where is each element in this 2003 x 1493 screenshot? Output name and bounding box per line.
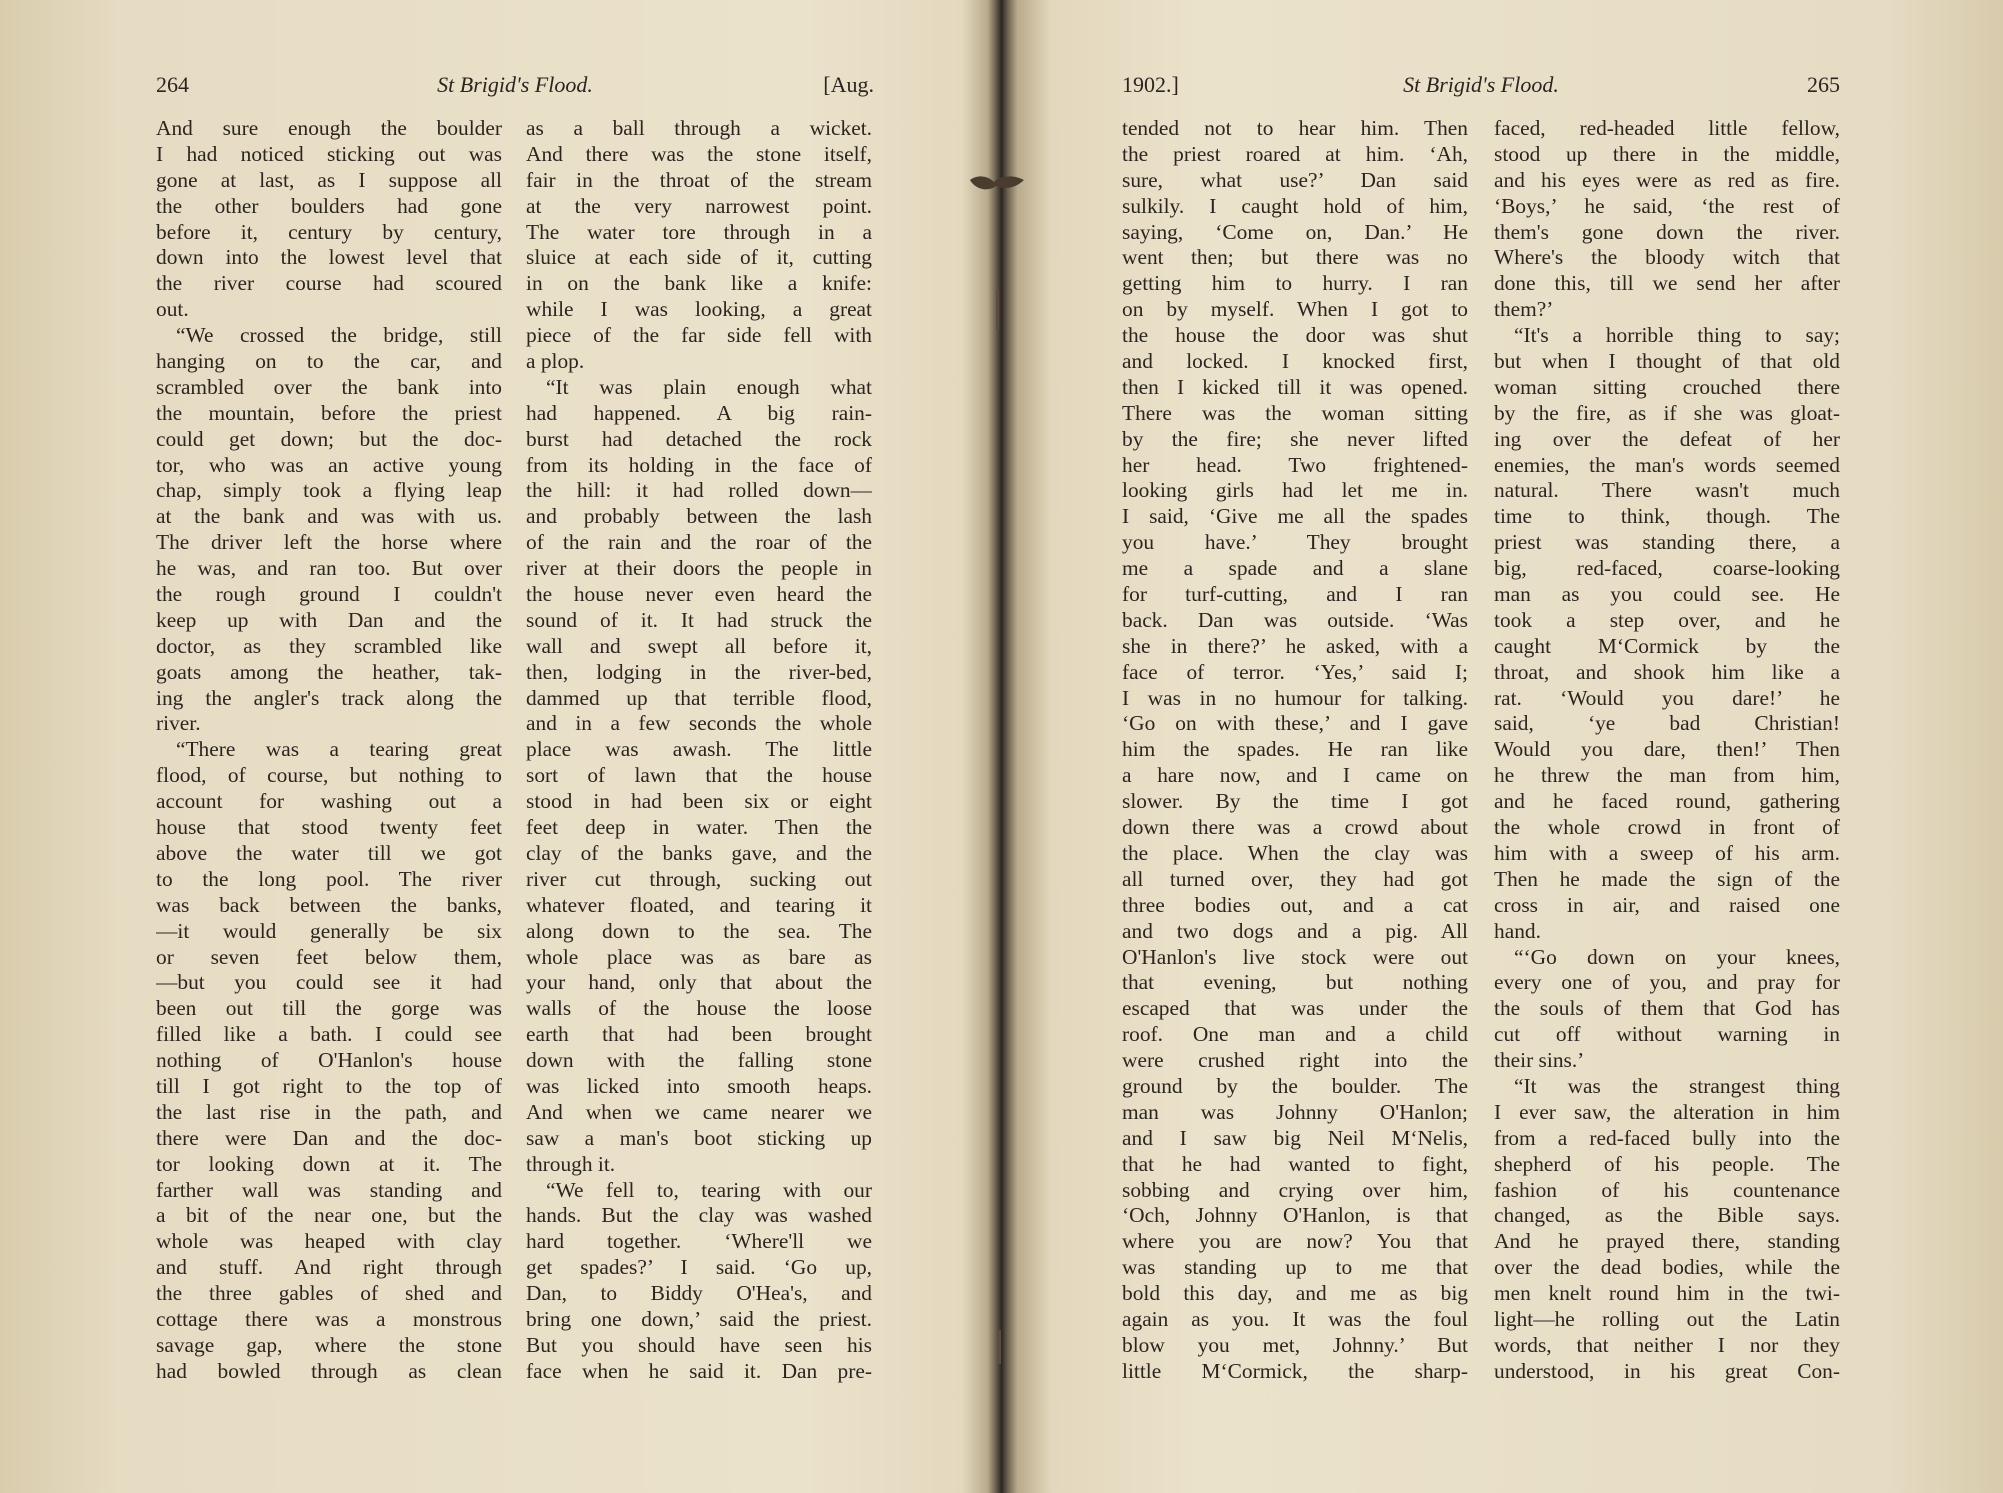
text-line: or seven feet below them, <box>156 944 502 969</box>
text-line: get spades?’ I said. ‘Go up, <box>526 1255 872 1280</box>
text-line: The driver left the horse where <box>156 530 502 555</box>
text-line: earth that had been brought <box>526 1022 872 1047</box>
text-line: fair in the throat of the stream <box>526 167 872 192</box>
text-line: bold this day, and me as big <box>1122 1281 1468 1306</box>
text-line: where you are now? You that <box>1122 1229 1468 1254</box>
text-line: whatever floated, and tearing it <box>526 892 872 917</box>
text-line: words, that neither I nor they <box>1494 1332 1840 1357</box>
text-line: he threw the man from him, <box>1494 763 1840 788</box>
text-line: been out till the gorge was <box>156 996 502 1021</box>
text-line: the rough ground I couldn't <box>156 582 502 607</box>
text-line: from its holding in the face of <box>526 452 872 477</box>
text-line: then, lodging in the river-bed, <box>526 659 872 684</box>
text-line: ‘Go on with these,’ and I gave <box>1122 711 1468 736</box>
text-line: the other boulders had gone <box>156 193 502 218</box>
text-line: from a red-faced bully into the <box>1494 1125 1840 1150</box>
text-line: along down to the sea. The <box>526 918 872 943</box>
text-line: I was in no humour for talking. <box>1122 685 1468 710</box>
text-line: sound of it. It had struck the <box>526 607 872 632</box>
text-line: getting him to hurry. I ran <box>1122 271 1468 296</box>
text-line: chap, simply took a flying leap <box>156 478 502 503</box>
text-line: the house never even heard the <box>526 582 872 607</box>
text-line: had bowled through as clean <box>156 1358 502 1383</box>
right-running-head <box>1122 72 1840 112</box>
text-line: stood up there in the middle, <box>1494 141 1840 166</box>
text-line: went then; but there was no <box>1122 245 1468 270</box>
text-line: him the spades. He ran like <box>1122 737 1468 762</box>
text-line: sobbing and crying over him, <box>1122 1177 1468 1202</box>
text-line: caught M‘Cormick by the <box>1494 633 1840 658</box>
text-line: O'Hanlon's live stock were out <box>1122 944 1468 969</box>
page-number: 264 <box>156 72 189 97</box>
text-line: Would you dare, then!’ Then <box>1494 737 1840 762</box>
text-line: throat, and shook him like a <box>1494 659 1840 684</box>
text-line: saw a man's boot sticking up <box>526 1125 872 1150</box>
text-line: were crushed right into the <box>1122 1048 1468 1073</box>
text-line: sluice at each side of it, cutting <box>526 245 872 270</box>
text-line: “‘Go down on your knees, <box>1514 944 1840 969</box>
text-line: them's gone down the river. <box>1494 219 1840 244</box>
text-line: and two dogs and a pig. All <box>1122 918 1468 943</box>
text-line: man as you could see. He <box>1494 582 1840 607</box>
text-line: account for washing out a <box>156 789 502 814</box>
text-line: filled like a bath. I could see <box>156 1022 502 1047</box>
text-line: saying, ‘Come on, Dan.’ He <box>1122 219 1468 244</box>
text-line: face of terror. ‘Yes,’ said I; <box>1122 659 1468 684</box>
text-line: cottage there was a monstrous <box>156 1306 502 1331</box>
text-line: there were Dan and the doc- <box>156 1125 502 1150</box>
text-line: walls of the house the loose <box>526 996 872 1021</box>
text-column <box>1122 116 1468 1385</box>
text-line: hand. <box>1494 918 1541 943</box>
text-line: ing over the defeat of her <box>1494 426 1840 451</box>
text-line: over the dead bodies, while the <box>1494 1255 1840 1280</box>
text-line: you have.’ They brought <box>1122 530 1468 555</box>
text-line: And when we came nearer we <box>526 1099 872 1124</box>
text-line: ing the angler's track along the <box>156 685 502 710</box>
text-line: took a step over, and he <box>1494 607 1840 632</box>
text-line: roof. One man and a child <box>1122 1022 1468 1047</box>
text-line: There was the woman sitting <box>1122 400 1468 425</box>
text-line: them?’ <box>1494 297 1554 322</box>
text-line: and in a few seconds the whole <box>526 711 872 736</box>
page-number: 265 <box>1807 72 1840 97</box>
text-line: I ever saw, the alteration in him <box>1494 1099 1840 1124</box>
text-line: doctor, as they scrambled like <box>156 633 502 658</box>
text-line: the priest roared at him. ‘Ah, <box>1122 141 1468 166</box>
text-line: farther wall was standing and <box>156 1177 502 1202</box>
text-line: sure, what use?’ Dan said <box>1122 167 1468 192</box>
text-line: faced, red-headed little fellow, <box>1494 116 1840 140</box>
text-line: cut off without warning in <box>1494 1022 1840 1047</box>
text-line: place was awash. The little <box>526 737 872 762</box>
text-line: her head. Two frightened- <box>1122 452 1468 477</box>
text-line: had happened. A big rain- <box>526 400 872 425</box>
text-line: before it, century by century, <box>156 219 502 244</box>
text-line: and stuff. And right through <box>156 1255 502 1280</box>
text-line: for turf-cutting, and I ran <box>1122 582 1468 607</box>
text-column <box>156 116 502 1385</box>
binding-stitch <box>998 1330 1001 1364</box>
text-line: the hill: it had rolled down— <box>526 478 872 503</box>
text-line: by the fire; she never lifted <box>1122 426 1468 451</box>
text-line: feet deep in water. Then the <box>526 815 872 840</box>
text-line: ‘Boys,’ he said, ‘the rest of <box>1494 193 1840 218</box>
text-line: on by myself. When I got to <box>1122 297 1468 322</box>
text-line: big, red-faced, coarse-looking <box>1494 556 1840 581</box>
text-line: whole was heaped with clay <box>156 1229 502 1254</box>
text-line: and he faced round, gathering <box>1494 789 1840 814</box>
text-line: enemies, the man's words seemed <box>1494 452 1840 477</box>
text-line: again as you. It was the foul <box>1122 1306 1468 1331</box>
text-line: the whole crowd in front of <box>1494 815 1840 840</box>
text-line: I had noticed sticking out was <box>156 141 502 166</box>
text-line: tor looking down at it. The <box>156 1151 502 1176</box>
text-line: that he had wanted to fight, <box>1122 1151 1468 1176</box>
text-line: she in there?’ he asked, with a <box>1122 633 1468 658</box>
text-line: as a ball through a wicket. <box>526 116 872 140</box>
text-line: at the bank and was with us. <box>156 504 502 529</box>
text-line: river at their doors the people in <box>526 556 872 581</box>
text-line: a plop. <box>526 349 585 374</box>
text-line: “We fell to, tearing with our <box>546 1177 872 1202</box>
text-line: the mountain, before the priest <box>156 400 502 425</box>
text-line: “There was a tearing great <box>176 737 502 762</box>
text-line: man was Johnny O'Hanlon; <box>1122 1099 1468 1124</box>
text-line: sort of lawn that the house <box>526 763 872 788</box>
text-line: hard together. ‘Where'll we <box>526 1229 872 1254</box>
text-line: Dan, to Biddy O'Hea's, and <box>526 1281 872 1306</box>
text-line: all turned over, they had got <box>1122 866 1468 891</box>
text-line: “We crossed the bridge, still <box>176 323 502 348</box>
text-line: ground by the boulder. The <box>1122 1073 1468 1098</box>
text-line: cross in air, and raised one <box>1494 892 1840 917</box>
text-line: every one of you, and pray for <box>1494 970 1840 995</box>
text-line: me a spade and a slane <box>1122 556 1468 581</box>
text-line: natural. There wasn't much <box>1494 478 1840 503</box>
text-line: your hand, only that about the <box>526 970 872 995</box>
text-line: ‘Och, Johnny O'Hanlon, is that <box>1122 1203 1468 1228</box>
text-line: while I was looking, a great <box>526 297 872 322</box>
text-line: savage gap, where the stone <box>156 1332 502 1357</box>
text-line: and his eyes were as red as fire. <box>1494 167 1840 192</box>
text-line: piece of the far side fell with <box>526 323 872 348</box>
text-line: but when I thought of that old <box>1494 349 1840 374</box>
text-line: flood, of course, but nothing to <box>156 763 502 788</box>
text-line: Where's the bloody witch that <box>1494 245 1840 270</box>
text-line: time to think, though. The <box>1494 504 1840 529</box>
text-line: then I kicked till it was opened. <box>1122 374 1468 399</box>
text-line: slower. By the time I got <box>1122 789 1468 814</box>
text-line: above the water till we got <box>156 840 502 865</box>
text-line: their sins.’ <box>1494 1048 1585 1073</box>
text-line: I said, ‘Give me all the spades <box>1122 504 1468 529</box>
text-line: And there was the stone itself, <box>526 141 872 166</box>
text-line: at the very narrowest point. <box>526 193 872 218</box>
text-line: done this, till we send her after <box>1494 271 1840 296</box>
text-line: “It was plain enough what <box>546 374 872 399</box>
text-line: to the long pool. The river <box>156 866 502 891</box>
date-mark: 1902.] <box>1122 72 1179 97</box>
text-line: priest was standing there, a <box>1494 530 1840 555</box>
text-line: The water tore through in a <box>526 219 872 244</box>
text-line: shepherd of his people. The <box>1494 1151 1840 1176</box>
text-line: tor, who was an active young <box>156 452 502 477</box>
text-line: he was, and ran too. But over <box>156 556 502 581</box>
text-line: But you should have seen his <box>526 1332 872 1357</box>
left-page <box>0 0 990 1493</box>
text-line: clay of the banks gave, and the <box>526 840 872 865</box>
text-line: light—he rolling out the Latin <box>1494 1306 1840 1331</box>
text-line: in on the bank like a knife: <box>526 271 872 296</box>
text-line: keep up with Dan and the <box>156 607 502 632</box>
text-line: that evening, but nothing <box>1122 970 1468 995</box>
text-line: out. <box>156 297 189 322</box>
text-line: was licked into smooth heaps. <box>526 1073 872 1098</box>
text-line: little M‘Cormick, the sharp- <box>1122 1358 1468 1383</box>
text-line: said, ‘ye bad Christian! <box>1494 711 1840 736</box>
text-line: stood in had been six or eight <box>526 789 872 814</box>
text-line: river cut through, sucking out <box>526 866 872 891</box>
text-line: a bit of the near one, but the <box>156 1203 502 1228</box>
text-line: rat. ‘Would you dare!’ he <box>1494 685 1840 710</box>
running-title: St Brigid's Flood. <box>1403 72 1559 97</box>
text-line: whole place was as bare as <box>526 944 872 969</box>
text-line: hanging on to the car, and <box>156 349 502 374</box>
text-line: burst had detached the rock <box>526 426 872 451</box>
text-line: hands. But the clay was washed <box>526 1203 872 1228</box>
text-line: was back between the banks, <box>156 892 502 917</box>
running-title: St Brigid's Flood. <box>437 72 593 97</box>
text-line: could get down; but the doc- <box>156 426 502 451</box>
text-line: a hare now, and I came on <box>1122 763 1468 788</box>
text-line: understood, in his great Con- <box>1494 1358 1840 1383</box>
text-line: and I saw big Neil M‘Nelis, <box>1122 1125 1468 1150</box>
text-line: the last rise in the path, and <box>156 1099 502 1124</box>
text-line: looking girls had let me in. <box>1122 478 1468 503</box>
text-line: “It was the strangest thing <box>1514 1073 1840 1098</box>
text-line: men knelt round him in the twi- <box>1494 1281 1840 1306</box>
binding-stitch <box>996 290 999 330</box>
text-line: blow you met, Johnny.’ But <box>1122 1332 1468 1357</box>
right-page <box>1000 0 2003 1493</box>
binding-thread-mark <box>968 170 1026 196</box>
text-line: And he prayed there, standing <box>1494 1229 1840 1254</box>
text-line: down with the falling stone <box>526 1048 872 1073</box>
text-line: the three gables of shed and <box>156 1281 502 1306</box>
text-line: sulkily. I caught hold of him, <box>1122 193 1468 218</box>
text-line: Then he made the sign of the <box>1494 866 1840 891</box>
text-line: fashion of his countenance <box>1494 1177 1840 1202</box>
text-line: of the rain and the roar of the <box>526 530 872 555</box>
text-line: gone at last, as I suppose all <box>156 167 502 192</box>
text-line: the souls of them that God has <box>1494 996 1840 1021</box>
text-line: “It's a horrible thing to say; <box>1514 323 1840 348</box>
text-line: till I got right to the top of <box>156 1073 502 1098</box>
text-line: the river course had scoured <box>156 271 502 296</box>
text-line: dammed up that terrible flood, <box>526 685 872 710</box>
text-line: face when he said it. Dan pre- <box>526 1358 872 1383</box>
text-line: scrambled over the bank into <box>156 374 502 399</box>
text-line: changed, as the Bible says. <box>1494 1203 1840 1228</box>
text-line: him with a sweep of his arm. <box>1494 840 1840 865</box>
text-line: was standing up to me that <box>1122 1255 1468 1280</box>
text-line: goats among the heather, tak- <box>156 659 502 684</box>
text-line: through it. <box>526 1151 616 1176</box>
text-line: three bodies out, and a cat <box>1122 892 1468 917</box>
text-line: and locked. I knocked first, <box>1122 349 1468 374</box>
text-line: And sure enough the boulder <box>156 116 502 140</box>
text-line: back. Dan was outside. ‘Was <box>1122 607 1468 632</box>
text-line: escaped that was under the <box>1122 996 1468 1021</box>
text-line: the place. When the clay was <box>1122 840 1468 865</box>
text-line: and probably between the lash <box>526 504 872 529</box>
text-line: house that stood twenty feet <box>156 815 502 840</box>
text-line: woman sitting crouched there <box>1494 374 1840 399</box>
text-column <box>526 116 872 1385</box>
text-line: down there was a crowd about <box>1122 815 1468 840</box>
text-column <box>1494 116 1840 1385</box>
text-line: by the fire, as if she was gloat- <box>1494 400 1840 425</box>
text-line: river. <box>156 711 201 736</box>
text-line: nothing of O'Hanlon's house <box>156 1048 502 1073</box>
text-line: —but you could see it had <box>156 970 502 995</box>
text-line: wall and swept all before it, <box>526 633 872 658</box>
text-line: bring one down,’ said the priest. <box>526 1306 872 1331</box>
text-line: —it would generally be six <box>156 918 502 943</box>
text-line: tended not to hear him. Then <box>1122 116 1468 140</box>
left-running-head <box>156 72 874 112</box>
text-line: the house the door was shut <box>1122 323 1468 348</box>
date-mark: [Aug. <box>823 72 874 97</box>
text-line: down into the lowest level that <box>156 245 502 270</box>
